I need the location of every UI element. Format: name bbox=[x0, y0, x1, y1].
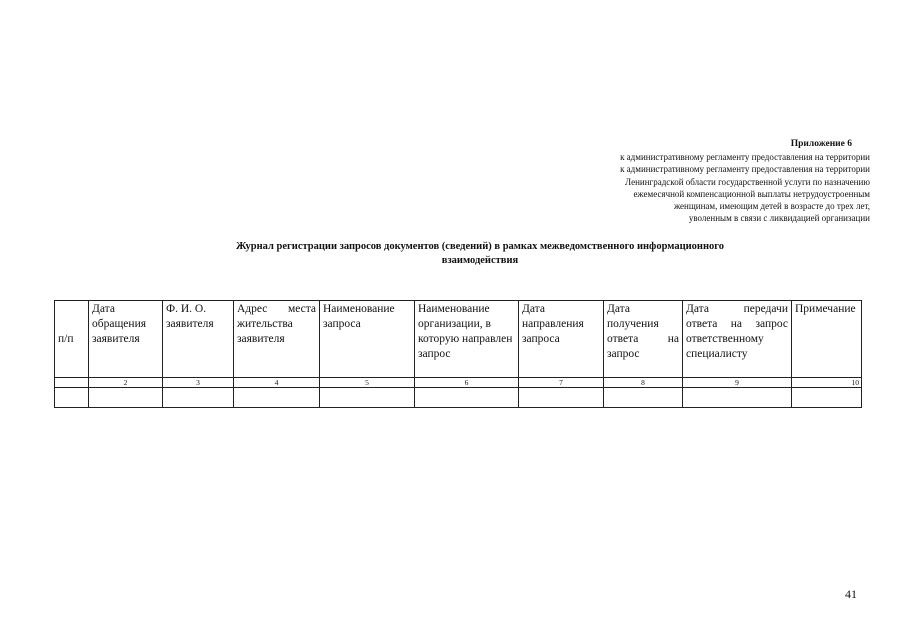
column-number-cell: 6 bbox=[415, 378, 519, 388]
header-cell-request-name: Наименование запроса bbox=[320, 301, 415, 378]
column-number-cell: 8 bbox=[604, 378, 683, 388]
column-number-cell: 7 bbox=[519, 378, 604, 388]
header-cell-note: Примечание bbox=[792, 301, 862, 378]
header-cell-receive-date: Дата получения ответа на запрос bbox=[604, 301, 683, 378]
table-cell[interactable] bbox=[320, 388, 415, 408]
appendix-line: женщинам, имеющим детей в возрасте до трех лет, bbox=[673, 201, 870, 212]
journal-title-line: Журнал регистрации запросов документов (сведений) в рамках межведомственного информационного bbox=[235, 241, 725, 252]
header-cell-send-date: Дата направления запроса bbox=[519, 301, 604, 378]
column-number-cell: 3 bbox=[163, 378, 234, 388]
column-number-cell: 5 bbox=[320, 378, 415, 388]
table-cell[interactable] bbox=[792, 388, 862, 408]
header-cell-number: п/п bbox=[55, 301, 89, 378]
table-header-row bbox=[55, 301, 862, 378]
appendix-line: Ленинградской области государственной услуги по назначению bbox=[625, 176, 870, 187]
table-row bbox=[55, 388, 862, 408]
journal-table bbox=[54, 300, 862, 408]
table-cell[interactable] bbox=[234, 388, 320, 408]
column-number-cell: 2 bbox=[89, 378, 163, 388]
table-cell[interactable] bbox=[604, 388, 683, 408]
journal-title-line: взаимодействия bbox=[441, 255, 519, 266]
header-cell-applicant-name: Ф. И. О. заявителя bbox=[163, 301, 234, 378]
page-number: 41 bbox=[845, 587, 857, 601]
header-cell-transfer-date: Дата передачи ответа на запрос ответственному специалисту bbox=[683, 301, 792, 378]
table-cell[interactable] bbox=[415, 388, 519, 408]
appendix-line: к административному регламенту предоставления на территории bbox=[620, 152, 870, 163]
column-number-cell: 9 bbox=[683, 378, 792, 388]
appendix-line: уволенным в связи с ликвидацией организации bbox=[688, 213, 870, 224]
journal-title bbox=[160, 240, 800, 268]
column-number-cell: 10 bbox=[792, 378, 862, 388]
table-column-number-row bbox=[55, 378, 862, 388]
appendix-line: к административному регламенту предоставления на территории bbox=[620, 164, 870, 175]
column-number-cell: 4 bbox=[234, 378, 320, 388]
appendix-line: ежемесячной компенсационной выплаты нетрудоустроенным bbox=[633, 188, 870, 199]
header-cell-address: Адрес места жительства заявителя bbox=[234, 301, 320, 378]
header-cell-organization: Наименование организации, в которую направлен запрос bbox=[415, 301, 519, 378]
column-number-cell bbox=[55, 378, 89, 388]
table-cell[interactable] bbox=[163, 388, 234, 408]
table-cell[interactable] bbox=[89, 388, 163, 408]
appendix-title: Приложение 6 bbox=[790, 139, 852, 149]
table-cell[interactable] bbox=[55, 388, 89, 408]
table-cell[interactable] bbox=[519, 388, 604, 408]
table-cell[interactable] bbox=[683, 388, 792, 408]
appendix-block bbox=[530, 138, 870, 224]
header-cell-request-date: Дата обращения заявителя bbox=[89, 301, 163, 378]
